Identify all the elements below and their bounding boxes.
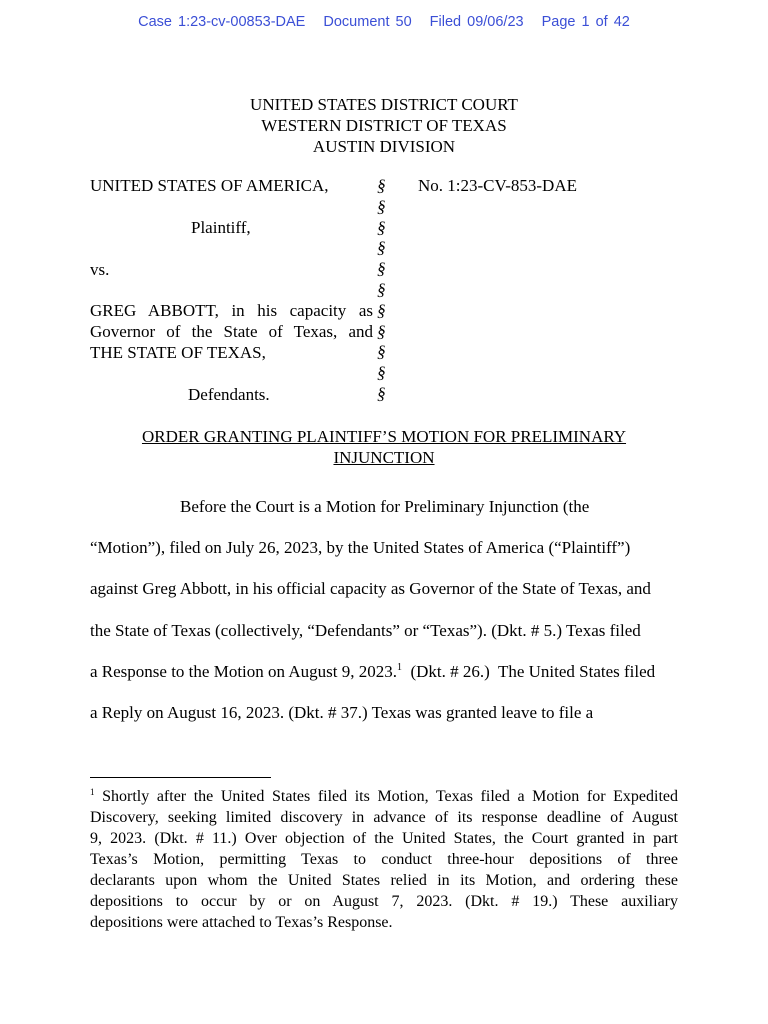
body-line: Before the Court is a Motion for Preliminary Injunction (the — [180, 497, 590, 516]
footnote-line: Discovery, seeking limited discovery in advance of its response deadline of August — [90, 809, 678, 826]
body-text: (Dkt. # 26.) The United States filed — [401, 661, 656, 681]
plaintiff-role: Plaintiff, — [191, 218, 251, 237]
order-title — [0, 426, 768, 468]
section-mark: § — [377, 383, 386, 403]
body-line: the State of Texas (collectively, “Defendants” or “Texas”). (Dkt. # 5.) Texas filed — [90, 620, 641, 640]
footnote-line: 9, 2023. (Dkt. # 11.) Over objection of the United States, the Court granted in part — [90, 830, 678, 847]
plaintiff-name: UNITED STATES OF AMERICA, — [90, 176, 329, 195]
section-mark: § — [377, 321, 386, 341]
footnote-line: Texas’s Motion, permitting Texas to conduct three-hour depositions of three — [90, 851, 678, 868]
document-number-stamp: Document 50 — [323, 14, 412, 30]
body-line — [90, 651, 678, 692]
court-name: UNITED STATES DISTRICT COURT — [250, 95, 518, 114]
section-mark: § — [377, 342, 386, 362]
body-text: a Response to the Motion on August 9, 2023. — [90, 661, 397, 681]
footnote-text: Shortly after the United States filed its Motion, Texas filed a Motion for Expedited — [102, 788, 679, 805]
section-mark: § — [377, 300, 386, 320]
defendant-line-2: Governor of the State of Texas, and — [90, 322, 373, 341]
footnote-separator — [90, 777, 271, 778]
page-number-stamp: Page 1 of 42 — [541, 14, 630, 30]
order-title-line-2: INJUNCTION — [333, 448, 435, 467]
section-mark: § — [377, 176, 386, 195]
footnote-line — [90, 786, 678, 807]
order-title-line-1: ORDER GRANTING PLAINTIFF’S MOTION FOR PRELIMINARY — [141, 427, 627, 446]
section-mark: § — [377, 238, 386, 258]
defendant-line-1: GREG ABBOTT, in his capacity as — [90, 301, 373, 320]
footnote — [90, 786, 678, 933]
case-number-stamp: Case 1:23-cv-00853-DAE — [138, 14, 306, 30]
court-division: AUSTIN DIVISION — [312, 137, 456, 156]
versus-label: vs. — [90, 260, 110, 279]
footnote-marker: 1 — [90, 787, 95, 797]
section-mark: § — [377, 363, 386, 383]
section-mark: § — [377, 217, 386, 237]
section-mark: § — [377, 279, 386, 299]
case-number: No. 1:23-CV-853-DAE — [418, 176, 577, 195]
footnote-reference[interactable]: 1 — [396, 661, 402, 673]
ecf-header-stamp — [0, 14, 768, 30]
filed-date-stamp: Filed 09/06/23 — [429, 14, 524, 30]
court-heading — [0, 94, 768, 157]
footnote-line: depositions were attached to Texas’s Response. — [90, 914, 393, 931]
footnote-line: declarants upon whom the United States relied in its Motion, and ordering these — [90, 872, 678, 889]
section-mark: § — [377, 259, 386, 279]
court-district: WESTERN DISTRICT OF TEXAS — [261, 116, 507, 135]
defendant-line-3: THE STATE OF TEXAS, — [90, 343, 266, 362]
section-mark-column — [377, 176, 389, 405]
defendant-role: Defendants. — [188, 385, 270, 404]
body-line: “Motion”), filed on July 26, 2023, by the United States of America (“Plaintiff”) — [90, 538, 631, 558]
section-mark: § — [377, 196, 386, 216]
order-body — [90, 486, 678, 733]
footnote-line: depositions to occur by or on August 7, 2023. (Dkt. # 19.) These auxiliary — [90, 893, 678, 910]
body-line: a Reply on August 16, 2023. (Dkt. # 37.) Texas was granted leave to file a — [90, 703, 594, 723]
body-line: against Greg Abbott, in his official capacity as Governor of the State of Texas, and — [90, 579, 651, 599]
